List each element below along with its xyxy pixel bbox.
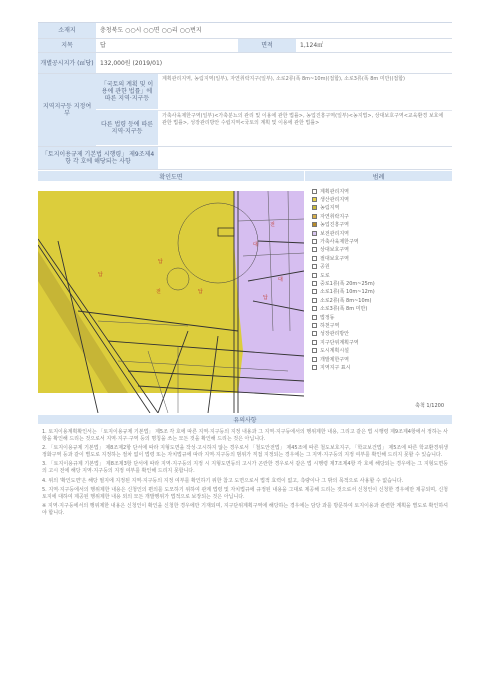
legend-label: 소로2류(폭 8m~10m) (320, 297, 372, 304)
legend-swatch (312, 222, 317, 227)
confirmation-map (38, 181, 304, 413)
legend-label: 개발제한구역 (320, 356, 349, 363)
legend-item (312, 321, 452, 329)
area-value: 1,124㎡ (300, 42, 324, 49)
legend-item (312, 254, 452, 262)
price-value: 132,000원 (2019/01) (100, 59, 163, 67)
map-scale (415, 402, 444, 409)
legend-item (312, 229, 452, 237)
svg-text:답: 답 (98, 272, 103, 278)
map-drawing (38, 181, 304, 413)
land-use-document (38, 22, 452, 594)
legend-swatch (312, 189, 317, 194)
zoning-section-label: 지역지구등 지정여부 (38, 74, 96, 146)
legend-item (312, 313, 452, 321)
legend-label: 소로1류(폭 10m~12m) (320, 289, 375, 296)
legend-label: 공원 (320, 264, 330, 271)
legend-label: 소로3류(폭 8m 미만) (320, 306, 368, 313)
category-value: 답 (100, 42, 106, 49)
legend-swatch (312, 357, 317, 362)
legend-item (312, 288, 452, 296)
legend-label: 가축사육제한구역 (320, 239, 359, 246)
legend-swatch (312, 273, 317, 278)
legend-label: 지역지구 표시 (320, 364, 351, 371)
area-label: 면적 (238, 39, 296, 52)
legend-swatch (312, 331, 317, 336)
svg-text:전: 전 (156, 289, 161, 295)
category-label: 지목 (38, 39, 96, 52)
notice-paragraph: 2. 「토지이용규제 기본법」 제8조제2항 단서에 따라 지형도면을 작성·고시하지 않는 경우로서 「철도안전법」 제45조에 따른 철도보호지구, 「학교보건법」 제5조에 따른 학교환경위생 정화구역 등과 같이 별도로 지정하는 절차 없이 법령 또는 자치법규에 따라 지역·지구등의 범위가 직접 지정되는 경우에는 그 지역·지구등의 지정 여부를 확인해 드리지 못할 수 있습니다. (42, 445, 448, 458)
legend-swatch (312, 197, 317, 202)
price-row (38, 53, 452, 74)
legend-item (312, 296, 452, 304)
svg-text:답: 답 (198, 289, 203, 295)
map-legend-area (38, 181, 452, 413)
legend-swatch (312, 365, 317, 370)
notice-paragraph: ※ 지역·지구등에서의 행위제한 내용은 신청인이 확인을 신청한 경우에만 기재되며, 지구단위계획구역에 해당하는 경우에는 담당 과를 방문하여 토지이용과 관련한 계획을 별도로 확인하셔야 합니다. (42, 503, 448, 516)
zoning-item-label-national: 「국토의 계획 및 이용에 관한 법률」에 따른 지역·지구등 (96, 74, 158, 110)
svg-text:전: 전 (270, 222, 275, 228)
price-label: 개별공시지가 (㎡당) (38, 53, 96, 73)
legend-swatch (312, 205, 317, 210)
zoning-item-label-other: 다른 법령 등에 따른 지역·지구등 (96, 110, 158, 146)
legend-item (312, 237, 452, 245)
legend-label: 농업진흥구역 (320, 222, 349, 229)
legend-label: 절대보호구역 (320, 255, 349, 262)
legend-item (312, 363, 452, 371)
legend-label: 중로1류(폭 20m~25m) (320, 280, 375, 287)
zoning-item-labels (96, 74, 158, 146)
zoning-item-values (158, 74, 452, 146)
legend-swatch (312, 340, 317, 345)
notice-paragraph: 4. 위의 '확인도면'은 해당 필지에 지정된 지역·지구등의 지정 여부를 확인하기 위한 참고 도면으로서 법적 효력이 없고, 측량이나 그 밖의 목적으로 사용할 수 없습니다. (42, 477, 404, 484)
legend-swatch (312, 239, 317, 244)
legend-swatch (312, 315, 317, 320)
legend-label: 상대보호구역 (320, 247, 349, 254)
zoning-block (38, 74, 452, 147)
notice-body (38, 424, 452, 594)
legend-swatch (312, 289, 317, 294)
legend-swatch (312, 214, 317, 219)
legend-item (312, 338, 452, 346)
legend-swatch (312, 298, 317, 303)
legend-label: 도로 (320, 272, 330, 279)
legend-label: 도시계획시설 (320, 348, 349, 355)
legend-swatch (312, 348, 317, 353)
note-value (158, 147, 452, 169)
svg-text:대: 대 (278, 277, 283, 283)
address-value: 충청북도 ○○시 ○○면 ○○리 ○○번지 (100, 27, 202, 34)
legend-swatch (312, 264, 317, 269)
legend-swatch (312, 306, 317, 311)
zoning-item-value-national: 계획관리지역, 농림지역(일부), 자연취락지구(일부), 소로2류(폭 8m~10m)(접합), 소로3류(폭 8m 미만)(접합) (162, 76, 406, 82)
legend-label: 법정동 (320, 314, 335, 321)
address-row (38, 23, 452, 39)
note-label: 「토지이용규제 기본법 시행령」 제9조제4항 각 호에 해당되는 사항 (38, 147, 158, 169)
zoning-item-value-other: 가축사육제한구역(일부)<가축분뇨의 관리 및 이용에 관한 법률>, 농업진흥구역(일부)<농지법>, 상대보호구역<교육환경 보호에 관한 법률>, 성장관리방안 수립지역<국토의 계획 및 이용에 관한 법률> (158, 110, 452, 147)
map-header: 확인도면 (38, 171, 304, 181)
notice-header: 유의사항 (38, 415, 452, 424)
legend-swatch (312, 256, 317, 261)
svg-text:대: 대 (253, 242, 258, 248)
address-label: 소재지 (38, 23, 96, 38)
parcel-row (38, 39, 452, 53)
notice-paragraph: 3. 「토지이용규제 기본법」 제8조제3항 단서에 따라 지역·지구등의 지정 시 지형도면등의 고시가 곤란한 경우로서 같은 법 시행령 제7조제4항 각 호에 해당되는 경우에는 그 지형도면등의 고시 전에 해당 지역·지구등의 지정 여부를 확인해 드리지 못합니다. (42, 461, 448, 474)
legend-swatch (312, 247, 317, 252)
legend-item (312, 330, 452, 338)
legend-item (312, 346, 452, 354)
legend-swatch (312, 281, 317, 286)
legend-item (312, 355, 452, 363)
legend-item (312, 271, 452, 279)
legend-item (312, 246, 452, 254)
legend-label: 자연취락지구 (320, 213, 349, 220)
legend (304, 181, 452, 413)
legend-item (312, 263, 452, 271)
legend-label: 하천구역 (320, 322, 340, 329)
svg-text:답: 답 (158, 259, 163, 265)
map-headers (38, 171, 452, 181)
legend-label: 계획관리지역 (320, 188, 349, 195)
legend-item (312, 221, 452, 229)
legend-label: 농림지역 (320, 205, 340, 212)
legend-header: 범례 (305, 171, 452, 181)
legend-label: 성장관리방안 (320, 331, 349, 338)
legend-label: 지구단위계획구역 (320, 339, 359, 346)
legend-item (312, 304, 452, 312)
notice-paragraph: 1. 토지이용계획확인서는 「토지이용규제 기본법」 제5조 각 호에 따른 지역·지구등의 지정 내용과 그 지역·지구등에서의 행위제한 내용, 그리고 같은 법 시행령 제9조제4항에서 정하는 사항을 확인해 드리는 것으로서 지역·지구·구역 등의 명칭을 쓰는 모든 것을 확인해 드리는 것은 아닙니다. (42, 429, 448, 442)
scale-label: 축척 (415, 403, 425, 409)
svg-text:답: 답 (263, 295, 268, 301)
legend-label: 보전관리지역 (320, 230, 349, 237)
legend-item (312, 195, 452, 203)
legend-item (312, 279, 452, 287)
notice-paragraph: 5. 지역·지구등에서의 행위제한 내용은 신청인의 편의를 도모하기 위하여 관계 법령 및 자치법규에 규정된 내용을 그대로 제공해 드리는 것으로서 신청인이 신청한 경우에만 제공되며, 신청 토지에 대하여 제공된 행위제한 내용 외의 모든 개발행위가 법적으로 보장되는 것은 아닙니다. (42, 487, 448, 500)
note-row (38, 147, 452, 170)
legend-list (312, 187, 452, 372)
scale-value: 1/1200 (426, 403, 444, 409)
legend-item (312, 204, 452, 212)
legend-swatch (312, 323, 317, 328)
legend-item (312, 212, 452, 220)
legend-label: 생산관리지역 (320, 197, 349, 204)
legend-item (312, 187, 452, 195)
legend-swatch (312, 231, 317, 236)
